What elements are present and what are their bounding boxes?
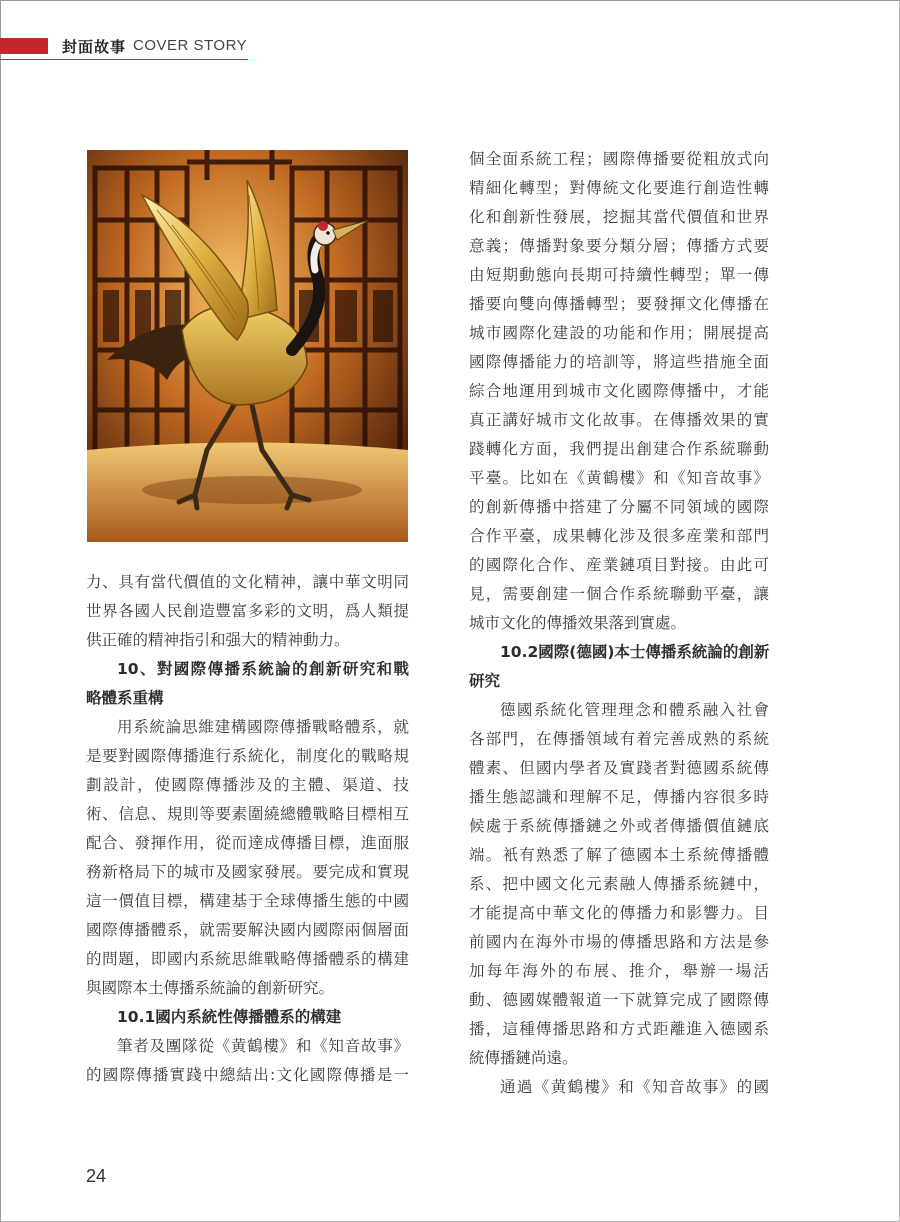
body-text-line: 筆者及團隊從《黄鶴樓》和《知音故事》: [117, 1037, 409, 1055]
body-text-line: 加每年海外的布展、推介，舉辦一場活: [469, 962, 769, 980]
body-text-line: 體素、但國内學者及實踐者對德國系統傳: [469, 759, 769, 777]
body-text-line: 力、具有當代價值的文化精神，讓中華文明同: [86, 573, 409, 591]
body-text-line: 城市文化的傳播效果落到實處。: [469, 614, 687, 632]
body-text-line: 播，這種傳播思路和方式距離進入德國系: [469, 1020, 769, 1038]
body-text-line: 由短期動態向長期可持續性轉型；單一傳: [469, 266, 769, 284]
body-text-line: 見，需要創建一個合作系統聯動平臺，讓: [469, 585, 769, 603]
body-text-line: 世界各國人民創造豐富多彩的文明，爲人類提: [86, 602, 409, 620]
section-heading-line: 10.1國内系統性傳播體系的構建: [117, 1008, 342, 1026]
body-text-line: 的問題，即國内系統思維戰略傳播體系的構建: [86, 950, 409, 968]
section-heading-line: 略體系重構: [86, 689, 164, 707]
body-text-line: 供正確的精神指引和强大的精神動力。: [86, 631, 350, 649]
body-text-line: 各部門，在傳播領域有着完善成熟的系統: [469, 730, 769, 748]
section-heading-line: 10.2國際(德國)本士傳播系統論的創新: [500, 643, 770, 661]
body-text-line: 統傳播鏈尚遠。: [469, 1049, 578, 1067]
body-text-line: 播生態認識和理解不足，傳播内容很多時: [469, 788, 769, 806]
section-heading-line: 10、對國際傳播系統論的創新研究和戰: [117, 660, 409, 678]
body-text-line: 用系統論思維建構國際傳播戰略體系，就: [117, 718, 409, 736]
body-text-line: 踐轉化方面，我們提出創建合作系統聯動: [469, 440, 769, 458]
section-title-en: COVER STORY: [133, 37, 248, 54]
body-text-line: 術、信息、規則等要素圍繞總體戰略目標相互: [86, 805, 409, 823]
body-text-line: 是要對國際傳播進行系統化，制度化的戰略規: [86, 747, 409, 765]
body-text-line: 國際傳播體系，就需要解決國内國際兩個層面: [86, 921, 409, 939]
body-text-line: 與國際本土傳播系統論的創新研究。: [86, 979, 335, 997]
header-rule: [0, 59, 248, 60]
body-text-line: 動、德國媒體報道一下就算完成了國際傳: [469, 991, 769, 1009]
text-column-left: [86, 568, 409, 1090]
body-text-line: 這一價值目標，構建基于全球傳播生態的中國: [86, 892, 409, 910]
body-text-line: 候處于系統傳播鏈之外或者傳播價值鏈底: [469, 817, 769, 835]
body-text-line: 合作平臺，成果轉化涉及很多産業和部門: [469, 527, 769, 545]
body-text-line: 化和創新性發展，挖掘其當代價值和世界: [469, 208, 769, 226]
body-text-line: 端。衹有熟悉了解了德國本土系統傳播體: [469, 846, 769, 864]
section-heading-line: 研究: [469, 672, 501, 690]
body-text-line: 平臺。比如在《黄鶴樓》和《知音故事》: [469, 469, 769, 487]
body-text-line: 才能提高中華文化的傳播力和影響力。目: [469, 904, 769, 922]
crane-illustration: [87, 150, 408, 542]
body-text-line: 德國系統化管理理念和體系融入社會: [500, 701, 769, 719]
body-text-line: 個全面系統工程；國際傳播要從粗放式向: [469, 150, 769, 168]
body-text-line: 播要向雙向傳播轉型；要發揮文化傳播在: [469, 295, 769, 313]
body-text-line: 務新格局下的城市及國家發展。要完成和實現: [86, 863, 409, 881]
body-text-line: 的國際化合作、産業鏈項目對接。由此可: [469, 556, 769, 574]
body-text-line: 的創新傳播中搭建了分屬不同領域的國際: [469, 498, 769, 516]
body-text-line: 配合、發揮作用，從而達成傳播目標，進面服: [86, 834, 409, 852]
body-text-line: 的國際傳播實踐中總結出:文化國際傳播是一: [86, 1066, 409, 1084]
body-text-line: 通過《黄鶴樓》和《知音故事》的國: [500, 1078, 769, 1096]
section-title-zh: 封面故事: [62, 38, 127, 56]
page-number: 24: [86, 1166, 107, 1186]
header-accent-bar: [0, 38, 48, 54]
body-text-line: 系、把中國文化元素融人傳播系統鏈中，: [469, 875, 769, 893]
body-text-line: 劃設計，使國際傳播涉及的主體、渠道、技: [86, 776, 409, 794]
body-text-line: 精細化轉型；對傳統文化要進行創造性轉: [469, 179, 769, 197]
body-text-line: 國際傳播能力的培訓等，將這些措施全面: [469, 353, 769, 371]
body-text-line: 前國内在海外市場的傳播思路和方法是參: [469, 933, 769, 951]
body-text-line: 綜合地運用到城市文化國際傳播中，才能: [469, 382, 769, 400]
text-column-right: [469, 145, 769, 1102]
body-text-line: 真正講好城市文化故事。在傳播效果的實: [469, 411, 769, 429]
body-text-line: 意義；傳播對象要分類分層；傳播方式要: [469, 237, 769, 255]
body-text-line: 城市國際化建設的功能和作用；開展提高: [469, 324, 769, 342]
